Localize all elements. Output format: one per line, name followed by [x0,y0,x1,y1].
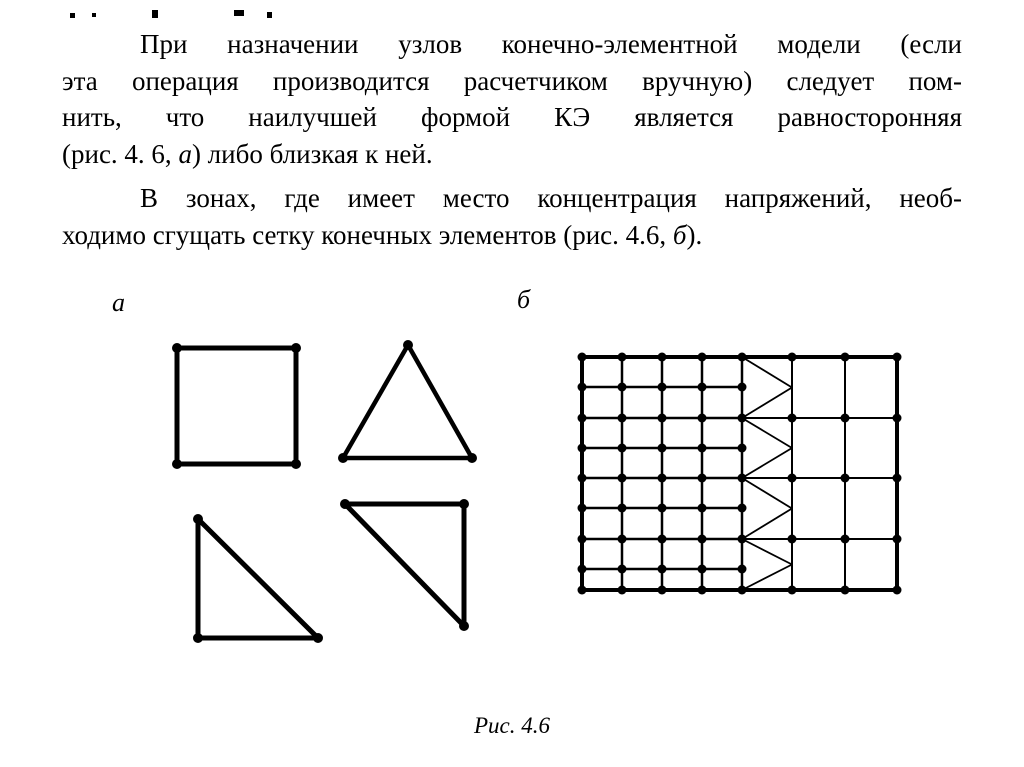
mesh-node [658,353,667,362]
mesh-node [658,586,667,595]
mesh-node [788,535,797,544]
mesh-node [841,535,850,544]
mesh-node [578,444,587,453]
mesh-node [698,504,707,513]
mesh-node [698,535,707,544]
mesh-node [738,565,747,574]
figure-label-a: а [112,288,125,317]
element-square [172,343,301,469]
mesh-node [893,474,902,483]
mesh-node [578,353,587,362]
mesh-node [698,383,707,392]
paragraph-1-line-1: При назначении узлов конечно-элементной модели (если [140,29,962,59]
mesh-node [841,353,850,362]
mesh-node [658,474,667,483]
paragraph-2-line-2-prefix: ходимо сгущать сетку конечных элементов (рис. 4.6, [62,219,673,250]
mesh-node [841,586,850,595]
mesh-node [578,586,587,595]
paragraph-1-line-4-prefix: (рис. 4. 6, [62,138,179,169]
paragraph-2-figure-ref-b: б [672,219,687,250]
mesh-node [893,586,902,595]
mesh-transition-edge [742,509,792,540]
paragraph-2-line-2-suffix: ). [686,219,703,250]
mesh-node [618,474,627,483]
mesh-node [841,414,850,423]
mesh-transition-edge [742,539,792,565]
mesh-node [578,504,587,513]
mesh-node [578,535,587,544]
mesh-node [618,504,627,513]
mesh-node [893,414,902,423]
mesh-node [738,444,747,453]
mesh-node [738,414,747,423]
mesh-node [658,565,667,574]
element-equilateral-triangle [338,340,477,463]
mesh-node [698,353,707,362]
mesh-node [698,565,707,574]
paragraph-1-line-4-suffix: ) либо близкая к ней. [191,138,433,169]
mesh-node [698,444,707,453]
mesh-node [618,565,627,574]
element-right-triangle-left [193,514,323,643]
mesh-node [738,474,747,483]
mesh-node [658,414,667,423]
mesh-node [578,565,587,574]
mesh-node [738,586,747,595]
mesh-transition-edge [742,357,792,388]
element-right-triangle-right [340,499,469,631]
mesh-transition-edge [742,448,792,478]
mesh-node [578,474,587,483]
mesh-transition-edge [742,388,792,419]
figure-caption: Рис. 4.6 [473,713,550,738]
mesh-transition-edge [742,565,792,591]
figure-label-b: б [517,285,531,314]
mesh-node [658,383,667,392]
mesh-node [893,353,902,362]
paragraph-1-line-3: нить, что наилучшей формой КЭ является равносторонняя [62,102,962,132]
mesh-node [893,535,902,544]
mesh-node [841,474,850,483]
paragraph-2-line-1: В зонах, где имеет место концентрация напряжений, необ- [140,183,962,213]
mesh-node [618,586,627,595]
mesh-node [788,414,797,423]
mesh-node [618,444,627,453]
mesh-node [618,535,627,544]
paragraph-1-line-2: эта операция производится расчетчиком вручную) следует пом- [62,65,962,96]
mesh-node [578,383,587,392]
mesh-node [738,504,747,513]
mesh-node [788,353,797,362]
mesh-node [618,414,627,423]
mesh-node [658,444,667,453]
mesh-node [618,383,627,392]
mesh-node [738,383,747,392]
refined-fe-mesh [578,353,902,595]
mesh-node [788,474,797,483]
mesh-node [738,535,747,544]
mesh-node [658,535,667,544]
mesh-node [738,353,747,362]
mesh-node [698,474,707,483]
mesh-node [658,504,667,513]
mesh-node [618,353,627,362]
mesh-transition-edge [742,478,792,509]
mesh-transition-edge [742,418,792,448]
mesh-node [698,586,707,595]
mesh-node [788,586,797,595]
paragraph-1-figure-ref-a: а [178,138,192,169]
mesh-node [698,414,707,423]
mesh-node [578,414,587,423]
